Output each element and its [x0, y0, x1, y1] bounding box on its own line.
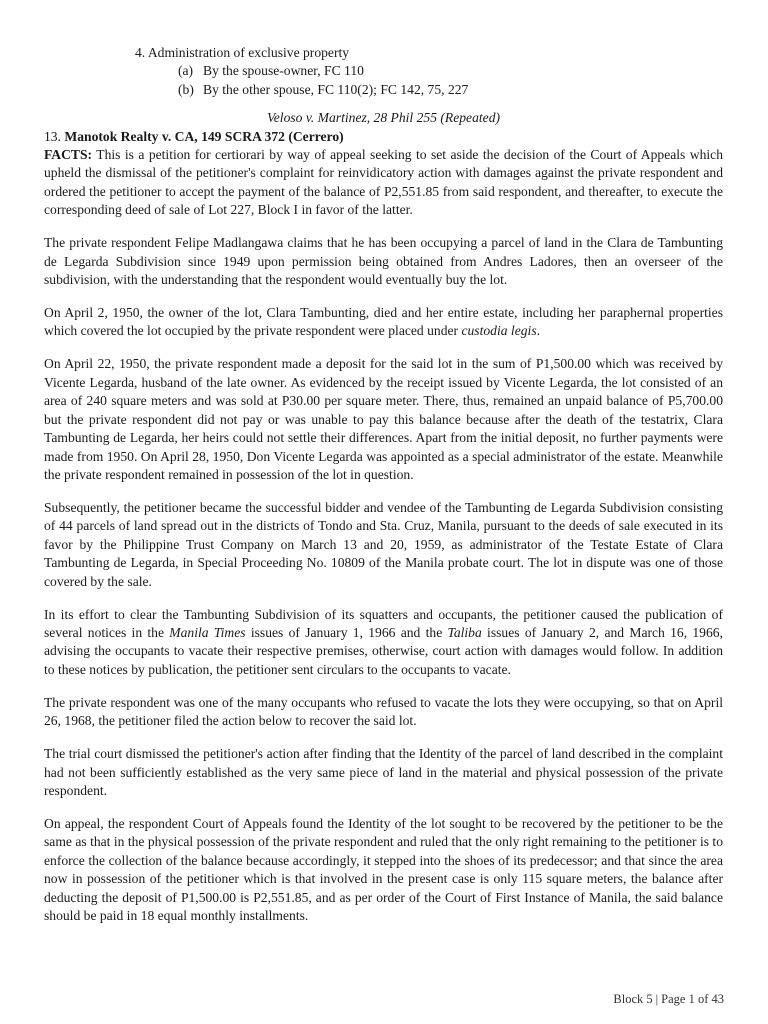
- case-reference: Veloso v. Martinez, 28 Phil 255 (Repeated): [266, 110, 501, 126]
- custodia-legis-term: custodia legis: [461, 323, 537, 339]
- footer-block: Block 5: [613, 992, 653, 1006]
- paragraph-text: .: [536, 323, 541, 339]
- facts-text: This is a petition for certiorari by way of appeal seeking to set aside the decision of the Court of Appeals which upheld the dismissal of the petitioner's complaint for reinvidicatory action with damages against the private respondent and ordered the petitioner to accept the payment of the balance of P2,551.85 from said respondent, and thereafter, to execute the corresponding deed of sale of Lot 227, Block I in favor of the latter.: [44, 147, 723, 218]
- paragraph-owner-death: [44, 304, 723, 341]
- paragraph-refusal: The private respondent was one of the many occupants who refused to vacate the lots they were occupying, so that on April 26, 1968, the petitioner filed the action below to recover the said lot.: [44, 694, 723, 729]
- paragraph-appeal: On appeal, the respondent Court of Appeals found the Identity of the lot sought to be recovered by the petitioner to be the same as that in the physical possession of the private respondent and ruled that the only right remaining to the petitioner is to enforce the collection of the balance because accordingly, it stepped into the shoes of its predecessor; and that since the area now in possession of the petitioner which is that involved in the present case is only 115 square meters, the balance after deducting the deposit of P1,500.00 is P2,551.85, and as per order of the Court of First Instance of Manila, the said balance should be paid in 18 equal monthly installments.: [44, 815, 723, 923]
- publication-name: Manila Times: [169, 624, 246, 640]
- paragraph-trial-court: The trial court dismissed the petitioner's action after finding that the Identity of the parcel of land described in the complaint had not been sufficiently established as the very same piece of land in the material and physical possession of the private respondent.: [44, 746, 723, 798]
- outline-sub-marker: (b): [178, 81, 194, 97]
- page-footer: [613, 990, 724, 1008]
- outline-main-item: 4. Administration of exclusive property: [135, 45, 350, 60]
- case-number: 13.: [44, 128, 61, 144]
- case-heading: [44, 128, 723, 146]
- paragraph-text: issues of January 1, 1966 and the: [245, 624, 448, 640]
- paragraph-successful-bidder: Subsequently, the petitioner became the successful bidder and vendee of the Tambunting de Legarda Subdivision consisting of 44 parcels of land spread out in the districts of Tondo and Sta. Cruz, Manila, pursuant to the deeds of sale executed in its favor by the Philippine Trust Company on March 13 and 20, 1959, as administrator of the Testate Estate of Clara Tambunting de Legarda, in Special Proceeding No. 10809 of the Manila probate court. The lot in dispute was one of those covered by the sale.: [44, 499, 723, 589]
- outline-sub-marker: (a): [178, 63, 194, 79]
- facts-label: FACTS:: [44, 147, 93, 163]
- outline-sub-item-b: [44, 81, 723, 99]
- footer-separator: |: [655, 992, 659, 1006]
- outline-sub-text: By the other spouse, FC 110(2); FC 142, 75, 227: [203, 81, 469, 97]
- paragraph-respondent-claim: The private respondent Felipe Madlangawa claims that he has been occupying a parcel of land in the Clara de Tambunting de Legarda Subdivision since 1949 upon permission being obtained from Andres Ladores, then an overseer of the subdivision, with the understanding that the respondent would eventually buy the lot.: [44, 235, 723, 288]
- case-title: Manotok Realty v. CA, 149 SCRA 372 (Cerrero): [64, 128, 344, 144]
- paragraph-notices: [44, 606, 723, 680]
- footer-page-number: Page 1 of 43: [661, 992, 724, 1006]
- paragraph-deposit: On April 22, 1950, the private respondent made a deposit for the said lot in the sum of P1,500.00 which was received by Vicente Legarda, husband of the late owner. As evidenced by the receipt issued by Vicente Legarda, the lot consisted of an area of 240 square meters and was sold at P30.00 per square meter. There, thus, remained an unpaid balance of P5,700.00 but the private respondent did not pay or was unable to pay this balance because after the death of the testatrix, Clara Tambunting de Legarda, her heirs could not settle their differences. Apart from the initial deposit, no further payments were made from 1950. On April 28, 1950, Don Vicente Legarda was appointed as a special administrator of the estate. Meanwhile the private respondent remained in possession of the lot in question.: [44, 356, 723, 482]
- outline-sub-item-a: [44, 62, 723, 80]
- paragraph-text: issues of January 2, and March 16, 1966, advising the occupants to vacate their respective premises, otherwise, court action with damages would follow. In addition to these notices by publication, the petitioner sent circulars to the occupants to vacate.: [44, 624, 723, 677]
- paragraph-text: In its effort to clear the Tambunting Subdivision of its squatters and occupants, the petitioner caused the publication of several notices in the: [44, 606, 723, 640]
- paragraph-text: On April 2, 1950, the owner of the lot, Clara Tambunting, died and her entire estate, including her paraphernal properties which covered the lot occupied by the private respondent were placed under: [44, 305, 723, 339]
- document-page: [44, 44, 723, 940]
- publication-name: Taliba: [447, 624, 482, 640]
- facts-paragraph: [44, 146, 723, 220]
- outline-sub-text: By the spouse-owner, FC 110: [203, 63, 364, 79]
